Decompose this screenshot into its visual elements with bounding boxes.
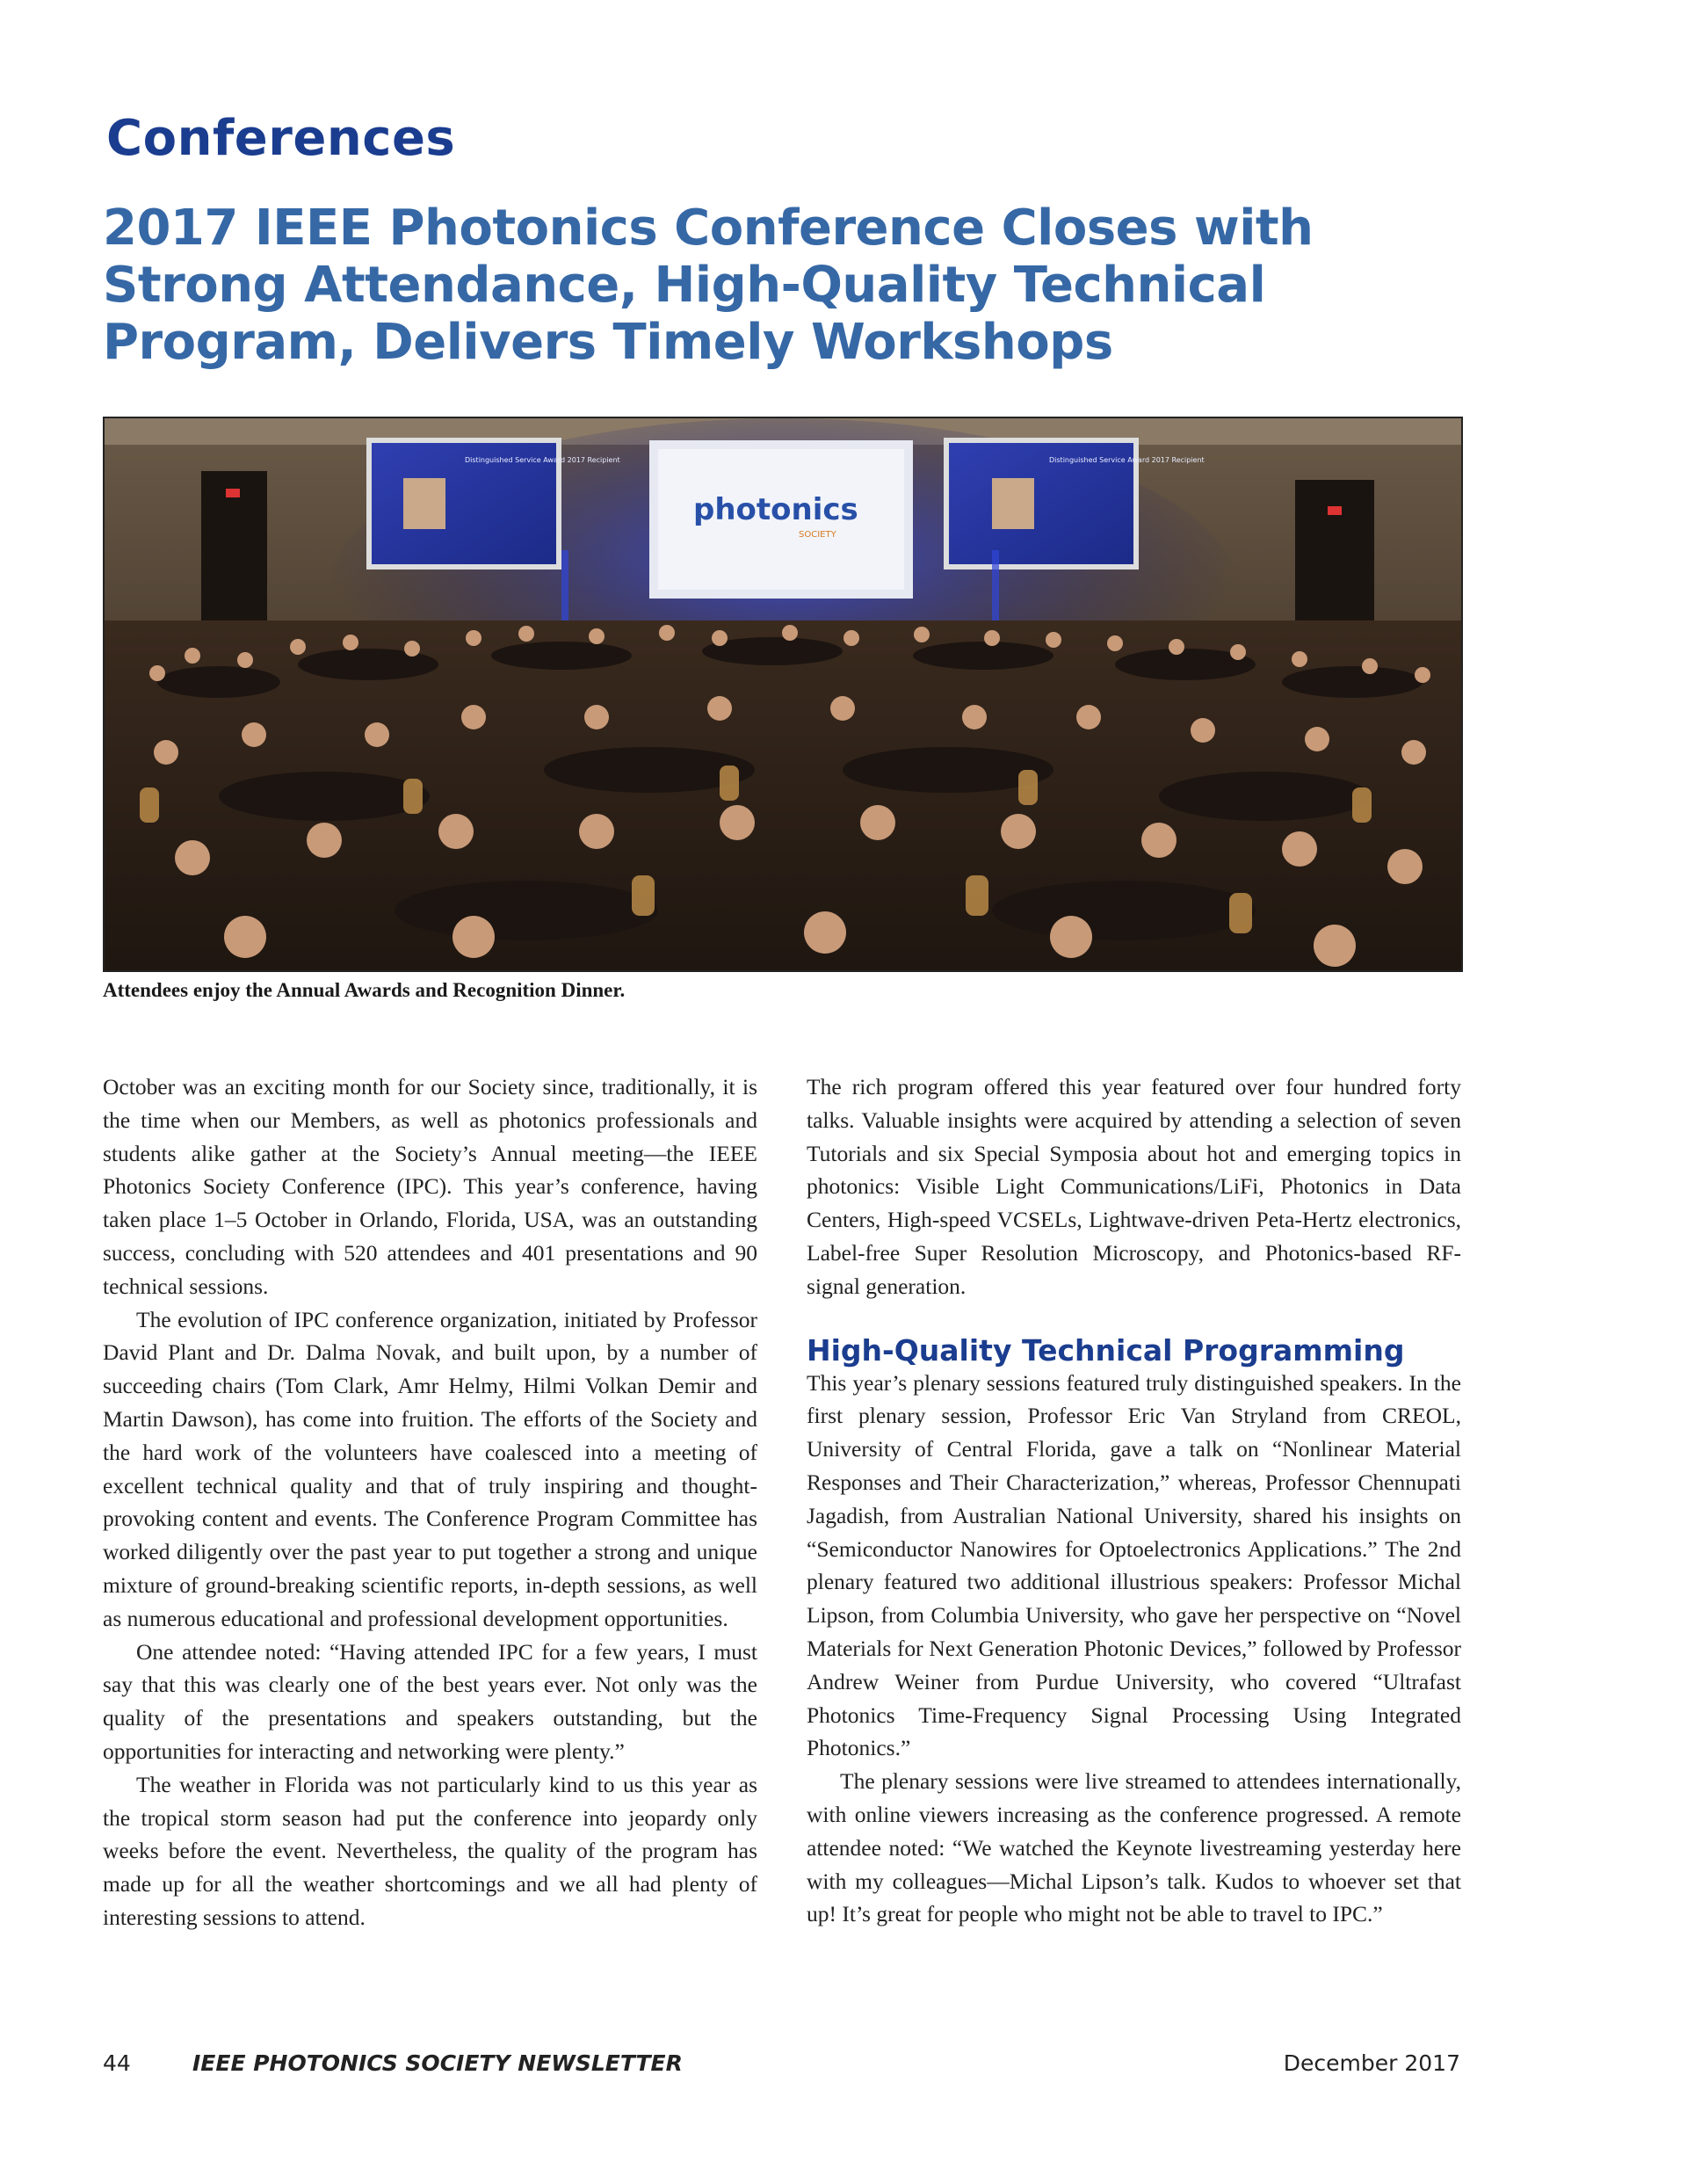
screen-center-subtext: SOCIETY [799, 530, 836, 540]
photo-caption: Attendees enjoy the Annual Awards and Recognition Dinner. [103, 979, 626, 1001]
paragraph: The plenary sessions were live streamed to attendees internationally, with online viewers increasing as the conference progressed. A remote attendee noted: “We watched the Keynote livestreaming yesterday here with my colleagues—Michal Lipson’s talk. Kudos to whoever set that up! It’s great for people who might not be able to travel to IPC.” [807, 1768, 1461, 1927]
screen-left-text: Distinguished Service Award 2017 Recipient [465, 456, 620, 464]
paragraph: October was an exciting month for our Society since, traditionally, it is the time when our Members, as well as photonics professionals and students alike gather at the Society’s Annual meeting—the IEEE Photonics Society Conference (IPC). This year’s conference, having taken place 1–5 October in Orlando, Florida, USA, was an outstanding success, concluding with 520 attendees and 401 presentations and 90 technical sessions. [103, 1074, 757, 1299]
publication-name: IEEE PHOTONICS SOCIETY NEWSLETTER [192, 2050, 683, 2076]
screen-right-text: Distinguished Service Award 2017 Recipient [1049, 456, 1205, 464]
section-title: Conferences [106, 110, 456, 167]
page-number: 44 [103, 2050, 131, 2076]
event-photo [103, 417, 1463, 972]
article-headline: 2017 IEEE Photonics Conference Closes with Strong Attendance, High-Quality Technical Program, Delivers Timely Workshops [103, 200, 1314, 371]
paragraph: The weather in Florida was not particularly kind to us this year as the tropical storm season had put the conference into jeopardy only weeks before the event. Nevertheless, the quality of the program has made up for all the weather shortcomings and we all had plenty of interesting sessions to attend. [103, 1771, 757, 1930]
article-column-left [103, 1070, 757, 1934]
paragraph: One attendee noted: “Having attended IPC for a few years, I must say that this was clearly one of the best years ever. Not only was the quality of the presentations and speakers outstanding, but the opportunities for interacting and networking were plenty.” [103, 1638, 757, 1764]
paragraph: The rich program offered this year featured over four hundred forty talks. Valuable insights were acquired by attending a selection of seven Tutorials and six Special Symposia about hot and emerging topics in photonics: Visible Light Communications/LiFi, Photonics in Data Centers, High-speed VCSELs, Lightwave-driven Peta-Hertz electronics, Label-free Super Resolution Microscopy, and Photonics-based RF-signal generation. [807, 1074, 1461, 1299]
article-column-right [807, 1070, 1461, 1931]
paragraph: The evolution of IPC conference organization, initiated by Professor David Plant and Dr. Dalma Novak, and built upon, by a number of succeeding chairs (Tom Clark, Amr Helmy, Hilmi Volkan Demir and Martin Dawson), has come into fruition. The efforts of the Society and the hard work of the volunteers have coalesced into a meeting of excellent technical quality and that of truly inspiring and thought-provoking content and events. The Conference Program Committee has worked diligently over the past year to put together a strong and unique mixture of ground-breaking scientific reports, in-depth sessions, as well as numerous educational and professional development opportunities. [103, 1306, 757, 1631]
subheading: High-Quality Technical Programming [807, 1332, 1405, 1368]
paragraph: This year’s plenary sessions featured truly distinguished speakers. In the first plenary session, Professor Eric Van Stryland from CREOL, University of Central Florida, gave a talk on “Nonlinear Material Responses and Their Characterization,” whereas, Professor Chennupati Jagadish, from Australian National University, shared his insights on “Semiconductor Nanowires for Optoelectronics Applications.” The 2nd plenary featured two additional illustrious speakers: Professor Michal Lipson, from Columbia University, who gave her perspective on “Novel Materials for Next Generation Photonic Devices,” followed by Professor Andrew Weiner from Purdue University, who covered “Ultrafast Photonics Time-Frequency Signal Processing Using Integrated Photonics.” [807, 1369, 1461, 1761]
page-footer [103, 2050, 1460, 2086]
issue-date: December 2017 [1283, 2050, 1460, 2076]
screen-center-text: photonics [693, 492, 858, 527]
